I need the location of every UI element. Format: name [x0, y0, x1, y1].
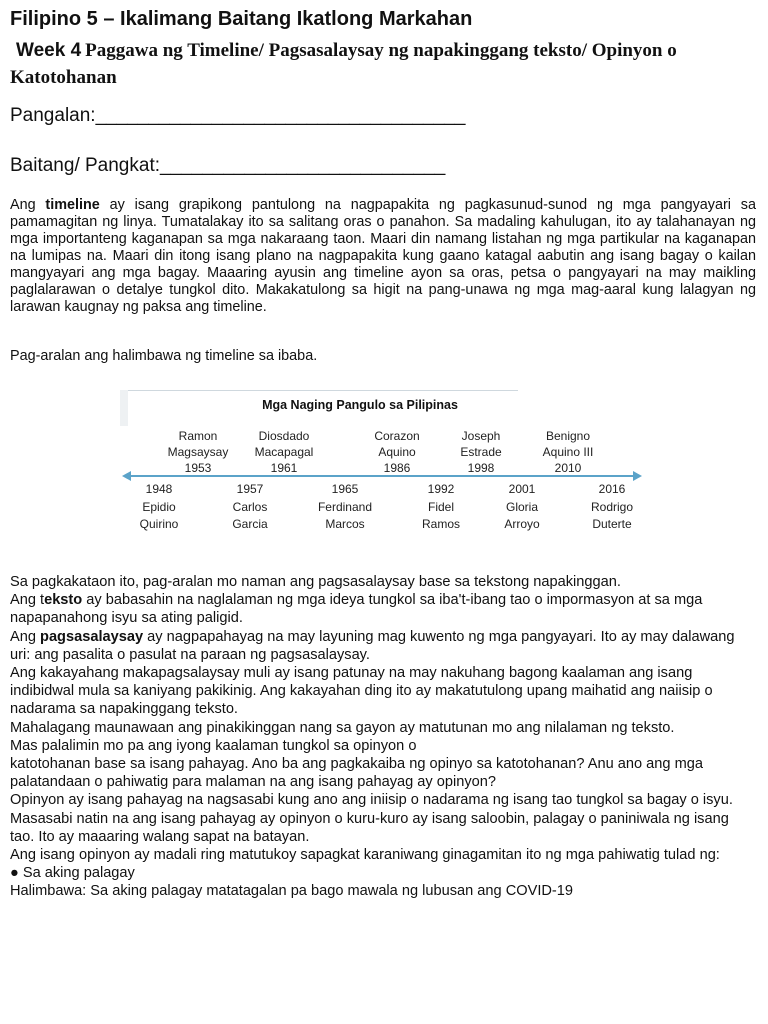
paragraph: katotohanan base sa isang pahayag. Ano ba ang pagkakaiba ng opinyo sa katotohanan? Anu ano ang mga palatandaan o pahiwatig para malaman na ang isang pahayag ay opinyon? — [10, 756, 703, 791]
timeline-event-bottom — [396, 481, 486, 534]
week-label: Week 4 — [16, 40, 82, 61]
paragraph: Mas palalimin mo pa ang iyong kaalaman tungkol sa opinyon o — [10, 737, 417, 754]
president-first-name: Rodrigo — [590, 499, 634, 514]
intro-text: ay isang grapikong pantulong na nagpapakita ng pagkasunud-sunod ng mga pangyayari sa pamamagitan ng linya. Tumatalakay ito sa salitang oras o panahon. Sa madaling kahulugan, ito ay talahanayan ng mga importanteng kaganapan sa mga nakaraang taon. Maari din namang listahan ng mga partikular na kaganapan na lumipas na. Maari din itong isang plano na nagpapakita kung gaano katagal aabutin ang isang bagay o kailan mangyayari ang mga bagay. Maaaring ayusin ang timeline ayon sa oras, petsa o pangyayari na may maikling paglalarawan o detalye tungkol dito. Makakatulong sa higit na pang-unawa ng mga mag-aaral kung lalagyan ng larawan kaugnay ng paksa ang timeline. — [10, 197, 756, 315]
lesson-topic: Paggawa ng Timeline/ Pagsasalaysay ng napakinggang teksto/ Opinyon o Katotohanan — [10, 40, 677, 88]
bullet-item: ● Sa aking palagay — [10, 865, 135, 882]
event-year: 2016 — [598, 482, 626, 496]
timeline-event-top — [153, 428, 243, 476]
timeline-title: Mga Naging Pangulo sa Pilipinas — [262, 398, 458, 412]
president-first-name: Ferdinand — [317, 499, 373, 514]
timeline-event-bottom — [205, 481, 295, 534]
timeline-event-bottom — [477, 481, 567, 534]
president-last-name: Magsaysay — [167, 445, 229, 459]
president-last-name: Macapagal — [254, 445, 314, 459]
event-year: 1957 — [236, 482, 264, 496]
president-first-name: Corazon — [374, 429, 420, 443]
paragraph: Ang kakayahang makapagsalaysay muli ay isang patunay na may nakuhang bagong kaalaman ang isang indibidwal mula sa kaniyang pakikinig. Ang kakayahan ding ito ay makatutulong upang maihatid ang naiisip o nadarama sa napakinggang teksto. — [10, 665, 713, 718]
event-year: 1986 — [383, 461, 411, 475]
lesson-heading — [10, 38, 755, 92]
president-first-name: Gloria — [505, 499, 538, 514]
president-last-name: Arroyo — [504, 517, 540, 531]
paragraph — [10, 591, 756, 627]
timeline-event-bottom — [114, 481, 204, 534]
timeline-arrow-right — [633, 471, 642, 481]
event-year: 2001 — [508, 482, 536, 496]
paragraph: Ang isang opinyon ay madali ring matutukoy sapagkat karaniwang ginagamitan ito ng mga pahiwatig tulad ng: — [10, 847, 720, 864]
event-year: 1998 — [467, 461, 495, 475]
president-last-name: Aquino III — [542, 445, 594, 459]
president-first-name: Fidel — [427, 499, 454, 514]
president-first-name: Diosdado — [258, 429, 310, 443]
president-last-name: Garcia — [232, 517, 268, 531]
timeline-event-top — [239, 428, 329, 476]
paragraph: Opinyon ay isang pahayag na nagsasabi kung ano ang iniisip o nadarama ng isang tao tungkol sa bagay o isyu. — [10, 792, 733, 809]
text-lead: Ang t — [10, 592, 45, 609]
event-year: 1965 — [331, 482, 359, 496]
paragraph: Masasabi natin na ang isang pahayag ay opinyon o kuru-kuro ay isang saloobin, palagay o paniniwala ng isang tao. Ito ay maaaring walang sapat na batayan. — [10, 810, 729, 845]
timeline-event-top — [352, 428, 442, 476]
timeline-axis — [130, 475, 635, 477]
text-body: ay nagpapahayag na may layuning mag kuwento ng mga pangyayari. Ito ay may dalawang uri: ang pasalita o pasulat na paraan ng pagsasalaysay. — [10, 628, 735, 663]
president-first-name: Carlos — [232, 499, 268, 514]
figure-edge — [120, 390, 518, 391]
text-lead: Ang — [10, 628, 41, 645]
grade-section-field[interactable]: Baitang/ Pangkat:___________________________ — [10, 155, 446, 176]
intro-lead: Ang — [10, 197, 46, 213]
timeline-event-bottom — [300, 481, 390, 534]
document-title: Filipino 5 – Ikalimang Baitang Ikatlong Markahan — [10, 8, 473, 30]
event-year: 1948 — [145, 482, 173, 496]
text-body: ay babasahin na naglalaman ng mga ideya tungkol sa iba't-ibang tao o impormasyon at sa mga napapanahong isyu sa ating paligid. — [10, 592, 703, 627]
timeline-instruction: Pag-aralan ang halimbawa ng timeline sa ibaba. — [10, 348, 318, 364]
president-first-name: Joseph — [461, 429, 501, 443]
text-term: pagsasalaysay — [40, 628, 144, 645]
paragraph — [10, 628, 756, 664]
event-year: 1992 — [427, 482, 455, 496]
example-text: Halimbawa: Sa aking palagay matatagalan pa bago mawala ng lubusan ang COVID-19 — [10, 883, 574, 900]
president-last-name: Aquino — [378, 445, 416, 459]
timeline-event-top — [523, 428, 613, 476]
president-last-name: Marcos — [325, 517, 365, 531]
event-year: 2010 — [554, 461, 582, 475]
timeline-definition — [10, 197, 756, 316]
timeline-event-bottom — [567, 481, 657, 534]
timeline-figure — [120, 386, 648, 546]
president-last-name: Duterte — [592, 517, 632, 531]
intro-term: timeline — [45, 197, 100, 213]
name-field[interactable]: Pangalan:___________________________________ — [10, 105, 466, 126]
timeline-event-top — [436, 428, 526, 476]
lesson-body — [10, 573, 756, 901]
president-last-name: Quirino — [139, 517, 179, 531]
president-last-name: Ramos — [421, 517, 460, 531]
president-first-name: Epidio — [142, 499, 176, 514]
president-last-name: Estrade — [460, 445, 502, 459]
event-year: 1961 — [270, 461, 298, 475]
president-first-name: Ramon — [178, 429, 218, 443]
president-first-name: Benigno — [545, 429, 591, 443]
text-term: eksto — [44, 592, 83, 609]
paragraph: Mahalagang maunawaan ang pinakikinggan nang sa gayon ay matutunan mo ang nilalaman ng teksto. — [10, 719, 675, 736]
paragraph: Sa pagkakataon ito, pag-aralan mo naman ang pagsasalaysay base sa tekstong napakinggan. — [10, 574, 621, 590]
event-year: 1953 — [184, 461, 212, 475]
